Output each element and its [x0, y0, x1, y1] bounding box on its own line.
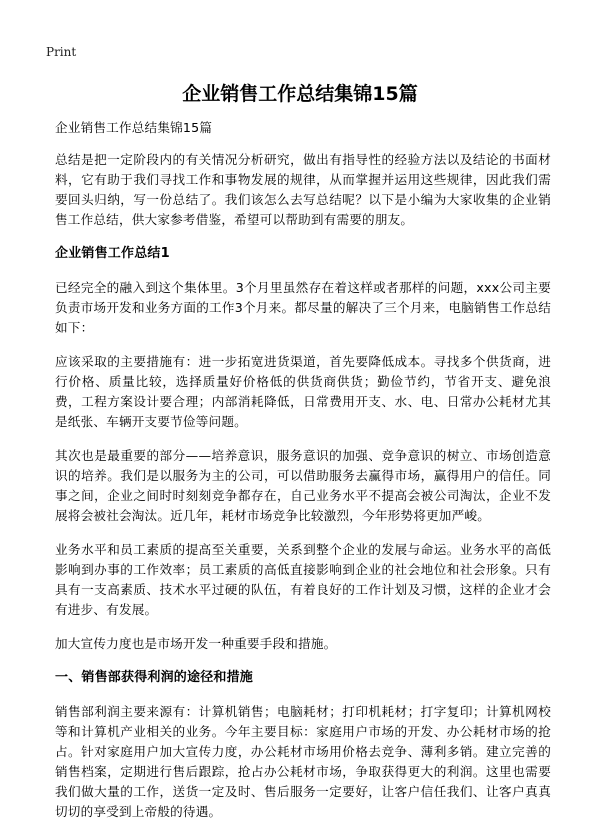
section-heading-1: 企业销售工作总结1 — [55, 246, 170, 261]
section1-paragraph-2: 应该采取的主要措施有：进一步拓宽进货渠道，首先要降低成本。寻找多个供货商，进行价格、质量比较，选择质量好价格低的供货商供货；勤俭节约，节省开支、避免浪费，工程方案设计要合理；内部消耗降低，日常费用开支、水、电、日常办公耗材尤其是纸张、车辆开支要节俭等问题。 — [55, 354, 551, 429]
page-title: 企业销售工作总结集锦15篇 — [182, 83, 418, 105]
section1-paragraph-3: 其次也是最重要的部分——培养意识，服务意识的加强、竞争意识的树立、市场创造意识的培养。我们是以服务为主的公司，可以借助服务去赢得市场，赢得用户的信任。同事之间，企业之间时时刻刻竞争都存在，自己业务水平不提高会被公司淘汰，企业不发展将会被社会淘汰。近几年，耗材市场竞争比较激烈，今年形势将更加严峻。 — [55, 448, 551, 523]
section2-paragraph-1: 销售部利润主要来源有：计算机销售；电脑耗材；打印机耗材；打字复印；计算机网校等和计算机产业相关的业务。今年主要目标：家庭用户市场的开发、办公耗材市场的抢占。针对家庭用户加大宣传力度，办公耗材市场用价格去竞争、薄利多销。建立完善的销售档案，定期进行售后跟踪，抢占办公耗材市场，争取获得更大的利润。这里也需要我们做大量的工作，送货一定及时、售后服务一定要好，让客户信任我们、让客户真真切切的享受到上帝般的待遇。 — [55, 704, 551, 819]
section1-paragraph-1: 已经完全的融入到这个集体里。3个月里虽然存在着这样或者那样的问题，xxx公司主要负责市场开发和业务方面的工作3个月来。都尽量的解决了三个月来，电脑销售工作总结如下： — [55, 280, 551, 335]
intro-paragraph: 总结是把一定阶段内的有关情况分析研究，做出有指导性的经验方法以及结论的书面材料，它有助于我们寻找工作和事物发展的规律，从而掌握并运用这些规律，因此我们需要回头归纳，写一份总结了。我们该怎么去写总结呢？以下是小编为大家收集的企业销售工作总结，供大家参考借鉴，希望可以帮助到有需要的朋友。 — [55, 152, 551, 227]
section1-paragraph-4: 业务水平和员工素质的提高至关重要，关系到整个企业的发展与命运。业务水平的高低影响到办事的工作效率；员工素质的高低直接影响到企业的社会地位和社会形象。只有具有一支高素质、技术水平过硬的队伍，有着良好的工作计划及习惯，这样的企业才会有进步、有发展。 — [55, 542, 551, 617]
section-heading-2: 一、销售部获得利润的途径和措施 — [55, 670, 254, 685]
document-subtitle: 企业销售工作总结集锦15篇 — [55, 120, 213, 135]
section1-paragraph-5: 加大宣传力度也是市场开发一种重要手段和措施。 — [55, 636, 337, 651]
document-body — [55, 118, 551, 836]
print-label: Print — [46, 45, 77, 59]
